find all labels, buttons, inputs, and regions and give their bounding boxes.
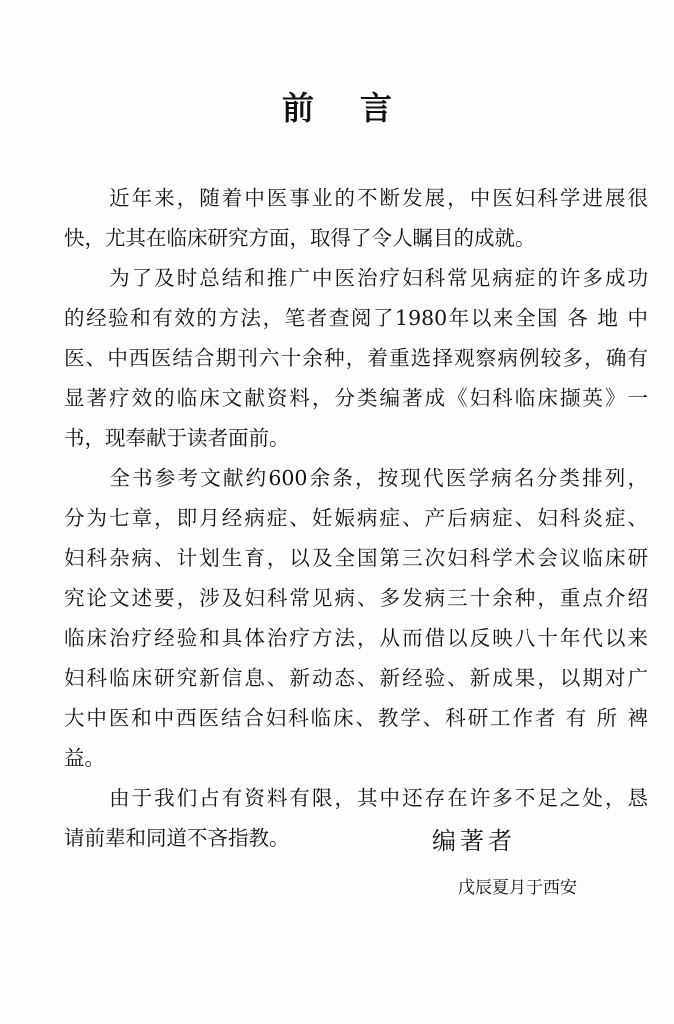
text-line: 妇科临床研究新信息、新动态、新经验、新成果，以期对广 (64, 666, 648, 690)
text-line: 书，现奉献于读者面前。 (64, 426, 290, 450)
text-line: 全书参考文献约600余条，按现代医学病名分类排列， (64, 466, 648, 490)
text-line: 究论文述要，涉及妇科常见病、多发病三十余种，重点介绍 (64, 586, 648, 610)
text-line: 大中医和中西医结合妇科临床、教学、科研工作者 有 所 裨 (64, 706, 648, 730)
text-line: 益。 (64, 746, 105, 770)
text-line: 妇科杂病、计划生育，以及全国第三次妇科学术会议临床研 (64, 546, 648, 570)
text-line: 临床治疗经验和具体治疗方法，从而借以反映八十年代以来 (64, 626, 648, 650)
signature: 编著者 (432, 827, 516, 855)
page-title: 前言 (281, 89, 438, 127)
text-line: 的经验和有效的方法，笔者查阅了1980年以来全国 各 地 中 (64, 306, 648, 330)
date-line: 戊辰夏月于西安 (458, 878, 577, 898)
text-line: 医、中西医结合期刊六十余种，着重选择观察病例较多，确有 (64, 346, 648, 370)
text-line: 为了及时总结和推广中医治疗妇科常见病症的许多成功 (64, 266, 648, 290)
text-line: 由于我们占有资料有限，其中还存在许多不足之处，恳 (64, 786, 648, 810)
text-line: 显著疗效的临床文献资料，分类编著成《妇科临床撷英》一 (64, 386, 648, 410)
text-line: 请前辈和同道不吝指教。 (64, 826, 290, 850)
text-line: 分为七章，即月经病症、妊娠病症、产后病症、妇科炎症、 (64, 506, 648, 530)
text-line: 快，尤其在临床研究方面，取得了令人瞩目的成就。 (64, 226, 536, 250)
text-line: 近年来，随着中医事业的不断发展，中医妇科学进展很 (64, 186, 648, 210)
